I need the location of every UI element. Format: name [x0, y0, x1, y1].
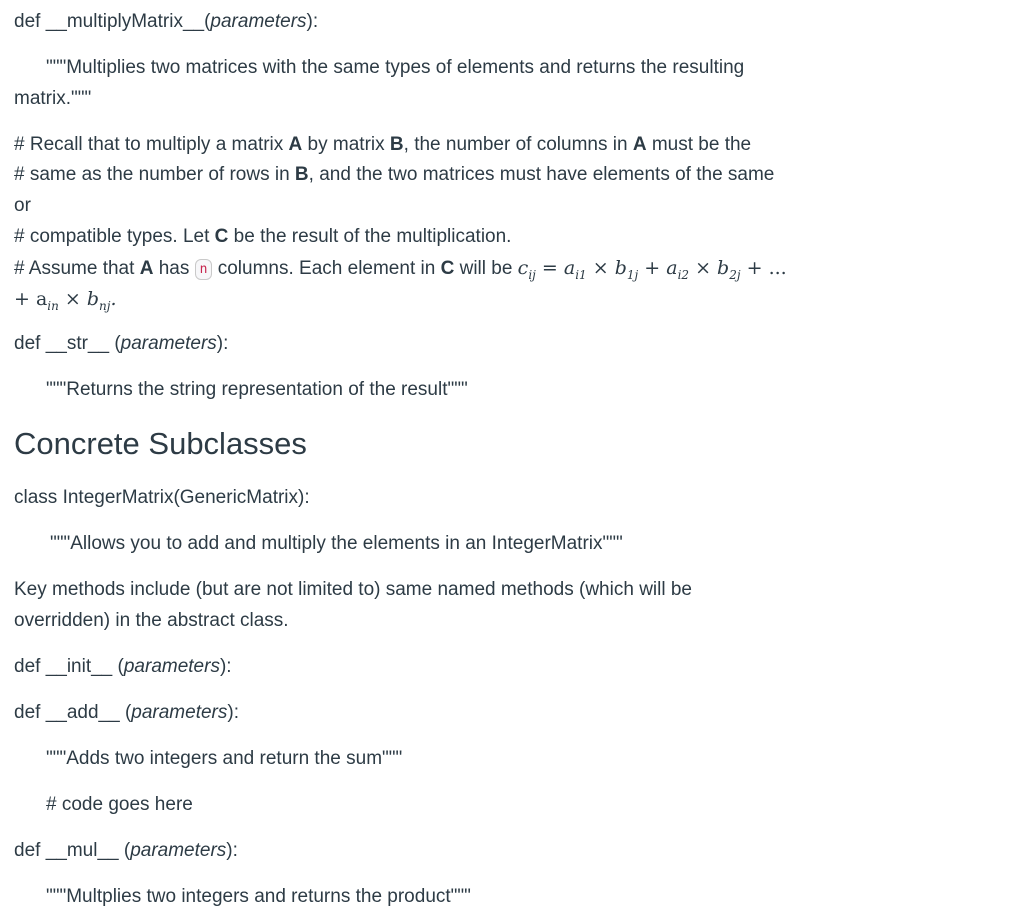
comment-line-5: [14, 256, 787, 287]
sig-prefix: def __str__ (: [14, 333, 121, 354]
sig-suffix: ):: [227, 702, 239, 723]
text: # same as the number of rows in: [14, 164, 295, 185]
matrix-b: B: [294, 164, 309, 185]
formula-op: ×: [689, 257, 718, 279]
formula-op: ×: [586, 257, 615, 279]
multiply-docstring-line1: """Multiplies two matrices with the same types of elements and returns the resulting: [46, 57, 745, 78]
text: will be: [454, 258, 518, 279]
matrix-a: A: [632, 134, 647, 155]
matrix-a: A: [288, 134, 303, 155]
formula-var: b: [86, 288, 100, 310]
formula-sub: 1j: [626, 267, 639, 282]
mul-signature: [14, 839, 238, 863]
mul-docstring: """Multplies two integers and returns the product""": [46, 886, 471, 907]
comment-line-3: or: [14, 195, 31, 216]
formula: [517, 257, 787, 282]
formula-op: + a: [14, 288, 48, 310]
class-declaration: class IntegerMatrix(GenericMatrix):: [14, 487, 310, 508]
matrix-b: B: [389, 134, 404, 155]
str-docstring: """Returns the string representation of the result""": [46, 379, 468, 400]
formula-sub: i1: [575, 267, 587, 282]
formula-sub: i2: [677, 267, 690, 282]
multiply-docstring-line2: matrix.""": [14, 88, 92, 109]
formula-op: + ...: [740, 257, 787, 279]
sig-suffix: ):: [306, 11, 319, 32]
sig-params: parameters: [123, 656, 220, 677]
multiply-signature: [14, 10, 318, 34]
text: , the number of columns in: [403, 134, 633, 155]
section-heading: Concrete Subclasses: [14, 426, 307, 461]
formula-var: c: [517, 257, 529, 279]
sig-params: parameters: [131, 702, 228, 723]
init-signature: [14, 655, 232, 679]
formula-sub: ij: [528, 267, 536, 282]
add-docstring: """Adds two integers and return the sum""": [46, 748, 403, 769]
formula-var: a: [563, 257, 576, 279]
formula-var: b: [717, 257, 730, 279]
key-methods-line1: Key methods include (but are not limited to) same named methods (which will be: [14, 579, 692, 600]
text: be the result of the multiplication.: [228, 226, 512, 247]
text: # compatible types. Let: [14, 226, 215, 247]
comment-line-6: [14, 287, 117, 318]
text: must be the: [646, 134, 752, 155]
formula-op: ×: [58, 288, 87, 310]
sig-suffix: ):: [219, 656, 232, 677]
sig-prefix: def __mul__ (: [14, 840, 131, 861]
text: , and the two matrices must have elements of the same: [308, 164, 775, 185]
sig-params: parameters: [120, 333, 217, 354]
formula-tail: [14, 288, 117, 313]
text: has: [153, 258, 195, 279]
sig-params: parameters: [210, 11, 307, 32]
inline-code-n: n: [195, 259, 213, 280]
formula-op: .: [110, 288, 117, 310]
comment-line-4: [14, 225, 511, 249]
matrix-c: C: [214, 226, 229, 247]
comment-line-2: [14, 163, 774, 187]
sig-suffix: ):: [226, 840, 238, 861]
formula-sub: nj: [99, 298, 111, 313]
sig-params: parameters: [130, 840, 227, 861]
add-comment: # code goes here: [46, 794, 193, 815]
text: # Assume that: [14, 258, 140, 279]
sig-prefix: def __init__ (: [14, 656, 124, 677]
text: # Recall that to multiply a matrix: [14, 134, 289, 155]
sig-prefix: def __add__ (: [14, 702, 132, 723]
add-signature: [14, 701, 239, 725]
key-methods-line2: overridden) in the abstract class.: [14, 610, 289, 631]
formula-op: +: [638, 257, 667, 279]
text: by matrix: [302, 134, 390, 155]
formula-sub: in: [47, 298, 59, 313]
str-signature: [14, 332, 228, 356]
sig-suffix: ):: [216, 333, 229, 354]
sig-prefix: def __multiplyMatrix__(: [14, 11, 211, 32]
class-docstring: """Allows you to add and multiply the elements in an IntegerMatrix""": [50, 533, 623, 554]
formula-var: a: [666, 257, 678, 279]
formula-sub: 2j: [729, 267, 741, 282]
formula-var: b: [614, 257, 627, 279]
formula-op: =: [535, 257, 564, 279]
matrix-a: A: [139, 258, 154, 279]
matrix-c: C: [440, 258, 455, 279]
text: columns. Each element in: [212, 258, 441, 279]
comment-line-1: [14, 133, 751, 157]
